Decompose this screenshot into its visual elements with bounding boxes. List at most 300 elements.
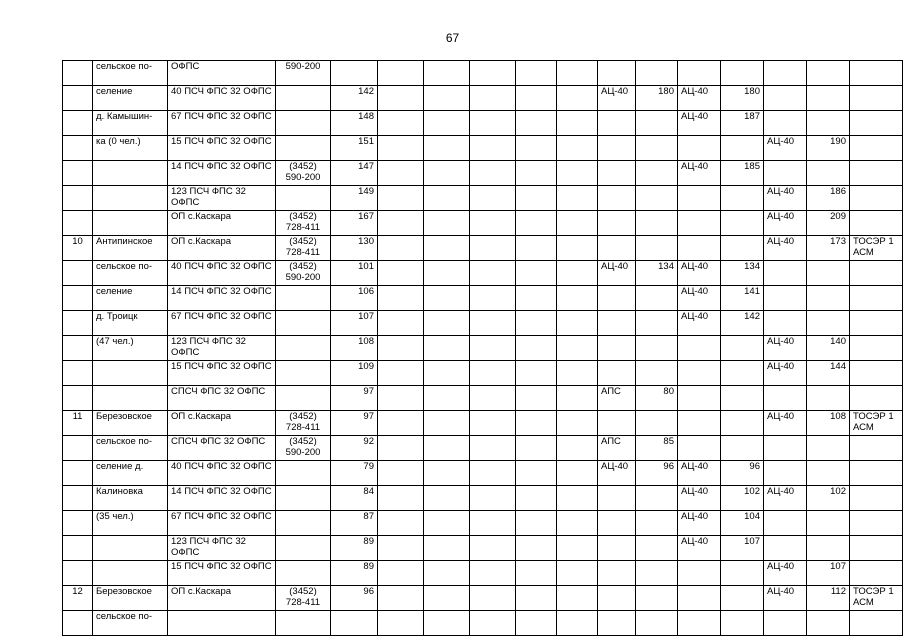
vehicle-type-cell xyxy=(678,436,721,461)
item-number xyxy=(63,61,93,86)
empty-cell xyxy=(424,161,470,186)
empty-cell xyxy=(470,286,516,311)
empty-cell xyxy=(557,436,598,461)
empty-cell xyxy=(557,386,598,411)
vehicle-type-cell xyxy=(678,561,721,586)
vehicle-type-cell xyxy=(598,286,636,311)
vehicle-time-cell xyxy=(807,161,850,186)
empty-cell xyxy=(516,361,557,386)
empty-cell xyxy=(378,336,424,361)
empty-cell xyxy=(378,186,424,211)
unit-cell: 15 ПСЧ ФПС 32 ОФПС xyxy=(168,561,276,586)
vehicle-time-cell xyxy=(807,261,850,286)
vehicle-time-cell: 102 xyxy=(721,486,764,511)
empty-cell xyxy=(378,286,424,311)
empty-cell xyxy=(424,411,470,436)
vehicle-type-cell: АЦ-40 xyxy=(764,211,807,236)
vehicle-time-cell xyxy=(636,586,678,611)
table-row xyxy=(63,361,903,386)
vehicle-type-cell xyxy=(598,136,636,161)
empty-cell xyxy=(424,261,470,286)
arrival-time-cell: 108 xyxy=(331,336,378,361)
settlement-cell: ка (0 чел.) xyxy=(93,136,168,161)
arrival-time-cell: 142 xyxy=(331,86,378,111)
empty-cell xyxy=(378,211,424,236)
vehicle-time-cell xyxy=(721,386,764,411)
table-row xyxy=(63,286,903,311)
item-number: 12 xyxy=(63,586,93,611)
vehicle-time-cell xyxy=(636,561,678,586)
empty-cell xyxy=(470,511,516,536)
vehicle-type-cell: АПС xyxy=(598,386,636,411)
empty-cell xyxy=(424,111,470,136)
vehicle-time-cell xyxy=(807,86,850,111)
vehicle-time-cell: 107 xyxy=(721,536,764,561)
item-number xyxy=(63,611,93,636)
arrival-time-cell: 96 xyxy=(331,586,378,611)
phone-cell: (3452) 728-411 xyxy=(276,411,331,436)
empty-cell xyxy=(557,136,598,161)
extra-resources-cell: ТОСЭР 1 АСМ xyxy=(850,411,903,436)
unit-cell: ОП с.Каскара xyxy=(168,211,276,236)
vehicle-type-cell xyxy=(678,186,721,211)
vehicle-time-cell: 144 xyxy=(807,361,850,386)
item-number xyxy=(63,536,93,561)
vehicle-type-cell: АЦ-40 xyxy=(764,236,807,261)
extra-resources-cell xyxy=(850,261,903,286)
empty-cell xyxy=(516,336,557,361)
empty-cell xyxy=(557,261,598,286)
table-row xyxy=(63,611,903,636)
empty-cell xyxy=(516,186,557,211)
vehicle-type-cell: АЦ-40 xyxy=(764,561,807,586)
item-number xyxy=(63,311,93,336)
vehicle-time-cell xyxy=(721,611,764,636)
empty-cell xyxy=(557,111,598,136)
vehicle-time-cell: 96 xyxy=(721,461,764,486)
table-row xyxy=(63,186,903,211)
item-number xyxy=(63,186,93,211)
table-row xyxy=(63,461,903,486)
empty-cell xyxy=(424,336,470,361)
vehicle-time-cell xyxy=(807,311,850,336)
empty-cell xyxy=(378,161,424,186)
vehicle-type-cell xyxy=(678,211,721,236)
vehicle-type-cell: АЦ-40 xyxy=(678,311,721,336)
empty-cell xyxy=(516,511,557,536)
empty-cell xyxy=(516,161,557,186)
item-number xyxy=(63,111,93,136)
vehicle-time-cell xyxy=(636,186,678,211)
empty-cell xyxy=(378,311,424,336)
empty-cell xyxy=(516,211,557,236)
empty-cell xyxy=(557,411,598,436)
phone-cell xyxy=(276,461,331,486)
vehicle-type-cell xyxy=(764,286,807,311)
table-row xyxy=(63,261,903,286)
vehicle-type-cell xyxy=(764,311,807,336)
phone-cell xyxy=(276,286,331,311)
extra-resources-cell xyxy=(850,386,903,411)
phone-cell: (3452) 728-411 xyxy=(276,586,331,611)
vehicle-type-cell: АЦ-40 xyxy=(764,411,807,436)
vehicle-time-cell xyxy=(721,236,764,261)
table-row xyxy=(63,211,903,236)
unit-cell: 67 ПСЧ ФПС 32 ОФПС xyxy=(168,311,276,336)
settlement-cell: Березовское xyxy=(93,586,168,611)
unit-cell: 15 ПСЧ ФПС 32 ОФПС xyxy=(168,136,276,161)
settlement-cell: Березовское xyxy=(93,411,168,436)
vehicle-type-cell xyxy=(678,136,721,161)
extra-resources-cell: ТОСЭР 1 АСМ xyxy=(850,586,903,611)
extra-resources-cell xyxy=(850,161,903,186)
extra-resources-cell xyxy=(850,511,903,536)
vehicle-time-cell xyxy=(721,561,764,586)
empty-cell xyxy=(470,336,516,361)
extra-resources-cell xyxy=(850,336,903,361)
settlement-cell: Калиновка xyxy=(93,486,168,511)
vehicle-type-cell xyxy=(764,86,807,111)
empty-cell xyxy=(424,136,470,161)
table-row xyxy=(63,311,903,336)
vehicle-time-cell xyxy=(807,536,850,561)
arrival-time-cell: 149 xyxy=(331,186,378,211)
arrival-time-cell: 107 xyxy=(331,311,378,336)
vehicle-type-cell xyxy=(598,586,636,611)
arrival-time-cell xyxy=(331,61,378,86)
empty-cell xyxy=(378,611,424,636)
vehicle-type-cell: АПС xyxy=(598,436,636,461)
empty-cell xyxy=(516,536,557,561)
vehicle-time-cell xyxy=(721,436,764,461)
settlement-cell: (35 чел.) xyxy=(93,511,168,536)
vehicle-time-cell xyxy=(636,136,678,161)
vehicle-type-cell xyxy=(678,411,721,436)
vehicle-time-cell xyxy=(807,61,850,86)
table-body xyxy=(63,61,903,636)
phone-cell xyxy=(276,611,331,636)
vehicle-time-cell: 187 xyxy=(721,111,764,136)
empty-cell xyxy=(378,236,424,261)
vehicle-type-cell xyxy=(764,536,807,561)
table-row xyxy=(63,511,903,536)
vehicle-type-cell xyxy=(764,436,807,461)
vehicle-type-cell: АЦ-40 xyxy=(598,461,636,486)
phone-cell xyxy=(276,536,331,561)
vehicle-time-cell: 180 xyxy=(636,86,678,111)
unit-cell: 15 ПСЧ ФПС 32 ОФПС xyxy=(168,361,276,386)
vehicle-type-cell: АЦ-40 xyxy=(764,336,807,361)
empty-cell xyxy=(378,386,424,411)
vehicle-time-cell: 141 xyxy=(721,286,764,311)
empty-cell xyxy=(470,561,516,586)
unit-cell: 67 ПСЧ ФПС 32 ОФПС xyxy=(168,511,276,536)
vehicle-time-cell xyxy=(636,536,678,561)
vehicle-type-cell xyxy=(678,361,721,386)
empty-cell xyxy=(424,186,470,211)
empty-cell xyxy=(378,536,424,561)
settlement-cell: сельское по- xyxy=(93,261,168,286)
phone-cell xyxy=(276,111,331,136)
unit-cell: 14 ПСЧ ФПС 32 ОФПС xyxy=(168,486,276,511)
vehicle-type-cell: АЦ-40 xyxy=(678,486,721,511)
vehicle-time-cell xyxy=(721,336,764,361)
empty-cell xyxy=(424,361,470,386)
empty-cell xyxy=(378,136,424,161)
vehicle-time-cell xyxy=(721,186,764,211)
arrival-time-cell: 84 xyxy=(331,486,378,511)
empty-cell xyxy=(470,161,516,186)
vehicle-type-cell: АЦ-40 xyxy=(678,111,721,136)
table-row xyxy=(63,136,903,161)
settlement-cell: Антипинское xyxy=(93,236,168,261)
table-row xyxy=(63,236,903,261)
vehicle-type-cell: АЦ-40 xyxy=(678,261,721,286)
vehicle-type-cell: АЦ-40 xyxy=(598,86,636,111)
empty-cell xyxy=(516,586,557,611)
vehicle-type-cell xyxy=(764,611,807,636)
vehicle-time-cell: 190 xyxy=(807,136,850,161)
vehicle-type-cell: АЦ-40 xyxy=(678,86,721,111)
vehicle-time-cell: 104 xyxy=(721,511,764,536)
phone-cell: 590-200 xyxy=(276,61,331,86)
empty-cell xyxy=(424,311,470,336)
empty-cell xyxy=(557,186,598,211)
vehicle-type-cell: АЦ-40 xyxy=(764,586,807,611)
vehicle-time-cell xyxy=(721,61,764,86)
arrival-time-cell: 89 xyxy=(331,561,378,586)
vehicle-type-cell: АЦ-40 xyxy=(678,536,721,561)
settlement-cell: селение д. xyxy=(93,461,168,486)
vehicle-time-cell xyxy=(721,586,764,611)
empty-cell xyxy=(424,211,470,236)
arrival-time-cell: 130 xyxy=(331,236,378,261)
table-row xyxy=(63,336,903,361)
vehicle-type-cell xyxy=(678,586,721,611)
empty-cell xyxy=(557,86,598,111)
vehicle-time-cell xyxy=(807,286,850,311)
empty-cell xyxy=(516,611,557,636)
empty-cell xyxy=(557,461,598,486)
phone-cell xyxy=(276,386,331,411)
settlement-cell xyxy=(93,161,168,186)
item-number: 10 xyxy=(63,236,93,261)
unit-cell: 14 ПСЧ ФПС 32 ОФПС xyxy=(168,161,276,186)
empty-cell xyxy=(470,311,516,336)
vehicle-type-cell: АЦ-40 xyxy=(678,511,721,536)
empty-cell xyxy=(424,511,470,536)
empty-cell xyxy=(424,86,470,111)
empty-cell xyxy=(557,211,598,236)
arrival-time-cell: 147 xyxy=(331,161,378,186)
extra-resources-cell xyxy=(850,311,903,336)
unit-cell: 123 ПСЧ ФПС 32 ОФПС xyxy=(168,186,276,211)
item-number xyxy=(63,511,93,536)
empty-cell xyxy=(470,586,516,611)
vehicle-type-cell: АЦ-40 xyxy=(678,286,721,311)
phone-cell xyxy=(276,511,331,536)
vehicle-time-cell: 140 xyxy=(807,336,850,361)
extra-resources-cell xyxy=(850,611,903,636)
vehicle-time-cell: 142 xyxy=(721,311,764,336)
empty-cell xyxy=(470,186,516,211)
item-number xyxy=(63,161,93,186)
table-row xyxy=(63,486,903,511)
vehicle-type-cell xyxy=(678,611,721,636)
vehicle-time-cell: 173 xyxy=(807,236,850,261)
phone-cell: (3452) 728-411 xyxy=(276,211,331,236)
extra-resources-cell xyxy=(850,361,903,386)
vehicle-time-cell xyxy=(807,111,850,136)
vehicle-type-cell xyxy=(598,211,636,236)
empty-cell xyxy=(424,486,470,511)
arrival-time-cell: 89 xyxy=(331,536,378,561)
settlement-cell xyxy=(93,361,168,386)
unit-cell xyxy=(168,611,276,636)
table-row xyxy=(63,61,903,86)
empty-cell xyxy=(516,136,557,161)
table-row xyxy=(63,161,903,186)
empty-cell xyxy=(470,461,516,486)
empty-cell xyxy=(424,611,470,636)
arrival-time-cell: 97 xyxy=(331,411,378,436)
extra-resources-cell xyxy=(850,136,903,161)
vehicle-type-cell: АЦ-40 xyxy=(764,186,807,211)
item-number xyxy=(63,461,93,486)
empty-cell xyxy=(557,486,598,511)
vehicle-time-cell xyxy=(721,136,764,161)
arrival-time-cell: 92 xyxy=(331,436,378,461)
extra-resources-cell xyxy=(850,561,903,586)
vehicle-type-cell xyxy=(598,536,636,561)
vehicle-time-cell: 180 xyxy=(721,86,764,111)
table-row xyxy=(63,561,903,586)
settlement-cell: селение xyxy=(93,86,168,111)
vehicle-type-cell xyxy=(598,486,636,511)
item-number xyxy=(63,211,93,236)
unit-cell: СПСЧ ФПС 32 ОФПС xyxy=(168,436,276,461)
vehicle-type-cell xyxy=(764,261,807,286)
unit-cell: ОП с.Каскара xyxy=(168,586,276,611)
unit-cell: ОП с.Каскара xyxy=(168,236,276,261)
item-number xyxy=(63,436,93,461)
vehicle-time-cell: 134 xyxy=(636,261,678,286)
item-number xyxy=(63,486,93,511)
vehicle-time-cell xyxy=(807,511,850,536)
empty-cell xyxy=(557,536,598,561)
empty-cell xyxy=(557,286,598,311)
unit-cell: 67 ПСЧ ФПС 32 ОФПС xyxy=(168,111,276,136)
vehicle-type-cell xyxy=(678,236,721,261)
empty-cell xyxy=(516,61,557,86)
phone-cell xyxy=(276,311,331,336)
vehicle-type-cell xyxy=(678,61,721,86)
empty-cell xyxy=(424,536,470,561)
empty-cell xyxy=(516,236,557,261)
empty-cell xyxy=(557,161,598,186)
settlement-cell xyxy=(93,561,168,586)
empty-cell xyxy=(557,561,598,586)
empty-cell xyxy=(516,436,557,461)
vehicle-time-cell xyxy=(636,411,678,436)
phone-cell xyxy=(276,86,331,111)
empty-cell xyxy=(516,86,557,111)
settlement-cell xyxy=(93,211,168,236)
empty-cell xyxy=(378,261,424,286)
vehicle-time-cell xyxy=(636,336,678,361)
unit-cell: ОП с.Каскара xyxy=(168,411,276,436)
phone-cell xyxy=(276,361,331,386)
table-row xyxy=(63,586,903,611)
unit-cell: 123 ПСЧ ФПС 32 ОФПС xyxy=(168,336,276,361)
arrival-time-cell: 167 xyxy=(331,211,378,236)
unit-cell: 14 ПСЧ ФПС 32 ОФПС xyxy=(168,286,276,311)
item-number xyxy=(63,361,93,386)
empty-cell xyxy=(424,461,470,486)
vehicle-type-cell xyxy=(598,161,636,186)
extra-resources-cell xyxy=(850,186,903,211)
settlement-cell: сельское по- xyxy=(93,436,168,461)
vehicle-time-cell: 102 xyxy=(807,486,850,511)
vehicle-type-cell xyxy=(598,186,636,211)
settlement-cell: сельское по- xyxy=(93,611,168,636)
phone-cell xyxy=(276,186,331,211)
vehicle-type-cell xyxy=(764,461,807,486)
empty-cell xyxy=(424,586,470,611)
arrival-time-cell: 109 xyxy=(331,361,378,386)
vehicle-type-cell xyxy=(598,611,636,636)
vehicle-time-cell xyxy=(807,461,850,486)
phone-cell: (3452) 590-200 xyxy=(276,161,331,186)
empty-cell xyxy=(516,561,557,586)
settlement-cell: селение xyxy=(93,286,168,311)
phone-cell xyxy=(276,561,331,586)
vehicle-type-cell xyxy=(678,386,721,411)
settlement-cell: д. Камышин- xyxy=(93,111,168,136)
empty-cell xyxy=(424,236,470,261)
extra-resources-cell xyxy=(850,436,903,461)
empty-cell xyxy=(557,236,598,261)
vehicle-type-cell xyxy=(598,561,636,586)
unit-cell: 40 ПСЧ ФПС 32 ОФПС xyxy=(168,261,276,286)
extra-resources-cell xyxy=(850,61,903,86)
extra-resources-cell: ТОСЭР 1 АСМ xyxy=(850,236,903,261)
empty-cell xyxy=(470,436,516,461)
extra-resources-cell xyxy=(850,211,903,236)
vehicle-time-cell xyxy=(636,511,678,536)
item-number xyxy=(63,386,93,411)
empty-cell xyxy=(557,361,598,386)
item-number xyxy=(63,336,93,361)
item-number xyxy=(63,286,93,311)
empty-cell xyxy=(557,311,598,336)
vehicle-time-cell xyxy=(636,286,678,311)
empty-cell xyxy=(557,611,598,636)
vehicle-time-cell xyxy=(636,611,678,636)
table-row xyxy=(63,86,903,111)
vehicle-time-cell xyxy=(807,611,850,636)
empty-cell xyxy=(470,136,516,161)
vehicle-time-cell: 85 xyxy=(636,436,678,461)
empty-cell xyxy=(470,411,516,436)
empty-cell xyxy=(378,61,424,86)
vehicle-time-cell xyxy=(721,211,764,236)
empty-cell xyxy=(378,111,424,136)
empty-cell xyxy=(516,461,557,486)
vehicle-time-cell xyxy=(636,111,678,136)
fire-response-table xyxy=(62,60,903,636)
empty-cell xyxy=(424,386,470,411)
